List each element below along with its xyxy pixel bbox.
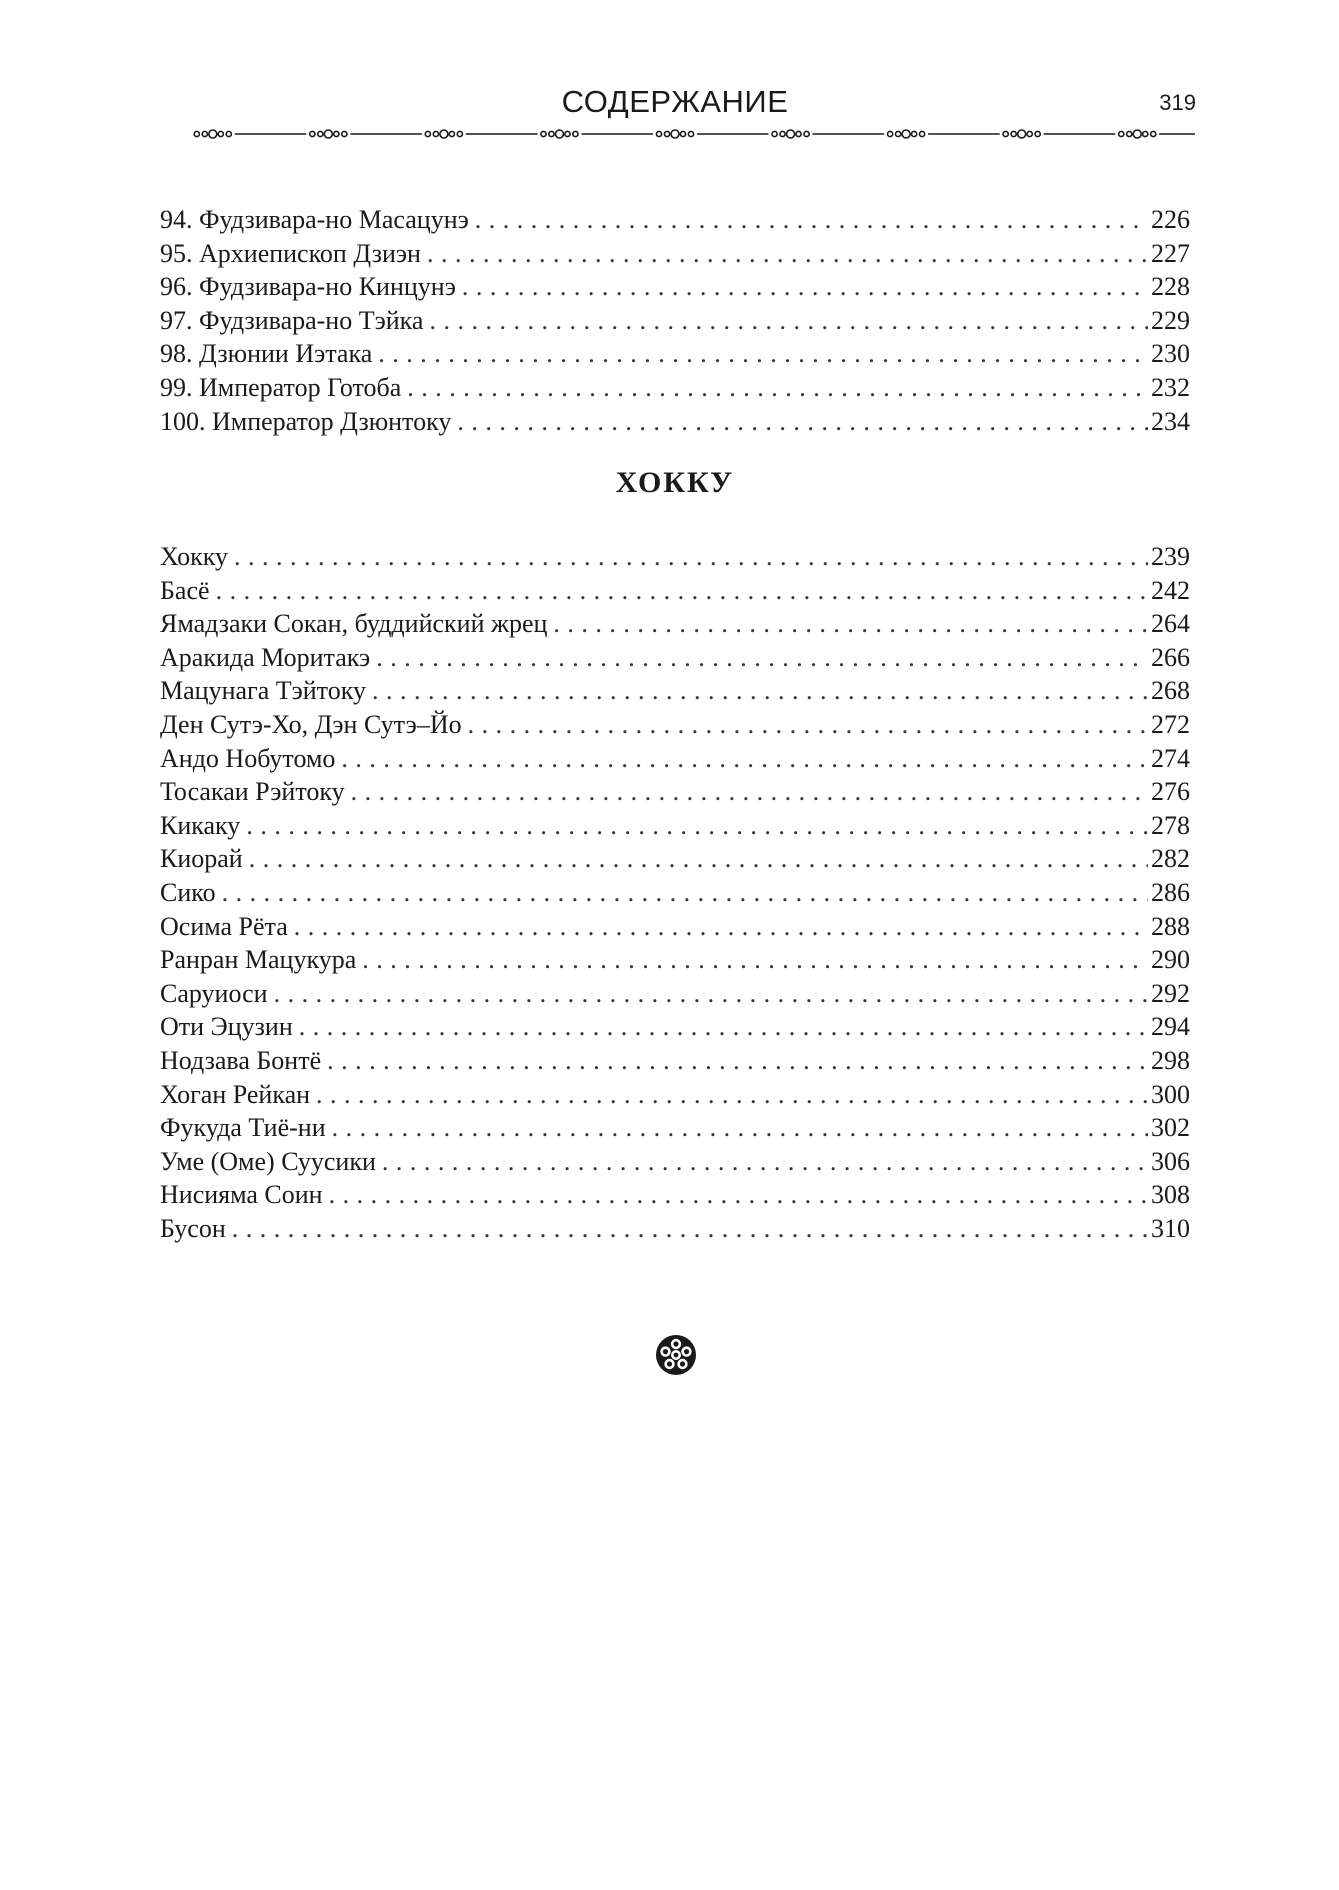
toc-list-hokku xyxy=(160,540,1190,1245)
toc-entry-page: 242 xyxy=(1151,575,1190,605)
toc-entry-page: 294 xyxy=(1151,1012,1190,1042)
toc-entry-title: Фукуда Тиё-ни xyxy=(160,1113,326,1143)
dot-leader xyxy=(246,809,1148,843)
toc-entry-page: 268 xyxy=(1151,676,1190,706)
toc-entry-title: Саруиоси xyxy=(160,978,268,1008)
toc-entry xyxy=(160,674,1190,708)
toc-entry-page: 232 xyxy=(1151,372,1190,402)
dot-leader xyxy=(362,943,1148,977)
toc-entry-page: 290 xyxy=(1151,945,1190,975)
toc-entry-page: 264 xyxy=(1151,609,1190,639)
dot-leader xyxy=(294,910,1148,944)
toc-entry xyxy=(160,876,1190,910)
toc-entry-page: 278 xyxy=(1151,810,1190,840)
toc-entry-page: 302 xyxy=(1151,1113,1190,1143)
toc-entry-title: 96. Фудзивара-но Кинцунэ xyxy=(160,272,456,302)
toc-entry-title: Тосакаи Рэйтоку xyxy=(160,777,345,807)
toc-entry xyxy=(160,641,1190,675)
dot-leader xyxy=(341,742,1148,776)
toc-entry-page: 239 xyxy=(1151,542,1190,571)
dot-leader xyxy=(351,775,1148,809)
toc-entry xyxy=(160,203,1190,237)
toc-entry-page: 228 xyxy=(1151,272,1190,302)
toc-entry-title: 98. Дзюнии Иэтака xyxy=(160,339,373,369)
toc-entry xyxy=(160,1145,1190,1179)
toc-entry-page: 227 xyxy=(1151,238,1190,268)
dot-leader xyxy=(457,405,1148,439)
toc-entry-title: Ямадзаки Сокан, буддийский жрец xyxy=(160,609,548,639)
toc-entry-title: Басё xyxy=(160,575,210,605)
toc-entry xyxy=(160,1212,1190,1246)
toc-entry xyxy=(160,1044,1190,1078)
toc-entry xyxy=(160,1078,1190,1112)
section-heading: ХОККУ xyxy=(615,466,735,499)
toc-entry-page: 286 xyxy=(1151,877,1190,907)
toc-entry-page: 282 xyxy=(1151,844,1190,874)
dot-leader xyxy=(382,1145,1148,1179)
dot-leader xyxy=(468,708,1148,742)
toc-entry-title: Кикаку xyxy=(160,810,241,840)
toc-entry-page: 298 xyxy=(1151,1045,1190,1075)
toc-entry-page: 288 xyxy=(1151,911,1190,941)
dot-leader xyxy=(316,1078,1148,1112)
dot-leader xyxy=(249,842,1148,876)
toc-entry-title: Сико xyxy=(160,877,216,907)
toc-entry xyxy=(160,775,1190,809)
toc-entry-title: 95. Архиепископ Дзиэн xyxy=(160,238,421,268)
toc-entry-title: Аракида Моритакэ xyxy=(160,642,371,672)
dot-leader xyxy=(427,237,1148,271)
toc-entry xyxy=(160,742,1190,776)
toc-entry xyxy=(160,977,1190,1011)
toc-entry-page: 300 xyxy=(1151,1079,1190,1109)
toc-entry-title: Нисияма Соин xyxy=(160,1180,323,1210)
toc-entry-page: 230 xyxy=(1151,339,1190,369)
toc-list-waka xyxy=(160,203,1190,438)
toc-entry xyxy=(160,540,1190,574)
toc-entry-page: 308 xyxy=(1151,1180,1190,1210)
toc-entry-page: 234 xyxy=(1151,406,1190,436)
toc-entry xyxy=(160,607,1190,641)
toc-entry-title: Бусон xyxy=(160,1213,226,1243)
dot-leader xyxy=(372,674,1148,708)
toc-entry xyxy=(160,1111,1190,1145)
toc-entry-title: 99. Император Готоба xyxy=(160,372,402,402)
toc-entry xyxy=(160,1010,1190,1044)
page-title: СОДЕРЖАНИЕ xyxy=(561,84,789,119)
dot-leader xyxy=(378,337,1148,371)
toc-entry xyxy=(160,371,1190,405)
page-number: 319 xyxy=(1159,90,1196,115)
toc-entry-title: Осима Рёта xyxy=(160,911,288,941)
toc-entry-title: 97. Фудзивара-но Тэйка xyxy=(160,305,424,335)
toc-entry xyxy=(160,943,1190,977)
dot-leader xyxy=(299,1010,1148,1044)
toc-entry-page: 306 xyxy=(1151,1146,1190,1176)
running-head xyxy=(160,84,1196,128)
toc-entry-title: Ден Сутэ-Хо, Дэн Сутэ–Йо xyxy=(160,709,462,739)
toc-entry xyxy=(160,270,1190,304)
toc-entry-title: Уме (Оме) Суусики xyxy=(160,1146,376,1176)
dot-leader xyxy=(553,607,1148,641)
dot-leader xyxy=(462,270,1148,304)
toc-entry xyxy=(160,842,1190,876)
toc-entry-title: Хокку xyxy=(160,542,229,571)
toc-entry xyxy=(160,237,1190,271)
dot-leader xyxy=(222,876,1148,910)
toc-entry-title: Оти Эцузин xyxy=(160,1012,293,1042)
toc-entry-page: 276 xyxy=(1151,777,1190,807)
toc-entry-page: 229 xyxy=(1151,305,1190,335)
toc-entry xyxy=(160,708,1190,742)
dot-leader xyxy=(327,1044,1148,1078)
toc-entry-title: Ранран Мацукура xyxy=(160,945,357,975)
dot-leader xyxy=(407,371,1148,405)
dot-leader xyxy=(475,203,1148,237)
toc-entry xyxy=(160,809,1190,843)
toc-entry-title: 100. Император Дзюнтоку xyxy=(160,406,452,436)
dot-leader xyxy=(329,1178,1148,1212)
dot-leader xyxy=(232,1212,1148,1246)
toc-entry-page: 292 xyxy=(1151,978,1190,1008)
toc-entry-page: 266 xyxy=(1151,642,1190,672)
dot-leader xyxy=(376,641,1148,675)
toc-entry-title: Мацунага Тэйтоку xyxy=(160,676,366,706)
dot-leader xyxy=(332,1111,1148,1145)
toc-entry-page: 272 xyxy=(1151,709,1190,739)
toc-entry xyxy=(160,574,1190,608)
toc-entry-page: 274 xyxy=(1151,743,1190,773)
toc-entry xyxy=(160,304,1190,338)
toc-entry-title: 94. Фудзивара-но Масацунэ xyxy=(160,205,469,234)
toc-entry-page: 226 xyxy=(1151,205,1190,234)
dot-leader xyxy=(234,540,1148,574)
toc-entry-title: Хоган Рейкан xyxy=(160,1079,311,1109)
dotted-rule-ornament-icon xyxy=(155,126,1195,142)
dot-leader xyxy=(216,574,1148,608)
toc-entry-title: Андо Нобутомо xyxy=(160,743,336,773)
toc-entry xyxy=(160,337,1190,371)
dot-leader xyxy=(429,304,1148,338)
toc-entry-title: Нодзава Бонтё xyxy=(160,1045,322,1075)
toc-entry-title: Киорай xyxy=(160,844,243,874)
toc-entry xyxy=(160,405,1190,439)
dot-leader xyxy=(274,977,1148,1011)
toc-entry xyxy=(160,910,1190,944)
toc-entry xyxy=(160,1178,1190,1212)
toc-entry-page: 310 xyxy=(1151,1213,1190,1243)
flower-emblem-icon xyxy=(654,1333,698,1377)
